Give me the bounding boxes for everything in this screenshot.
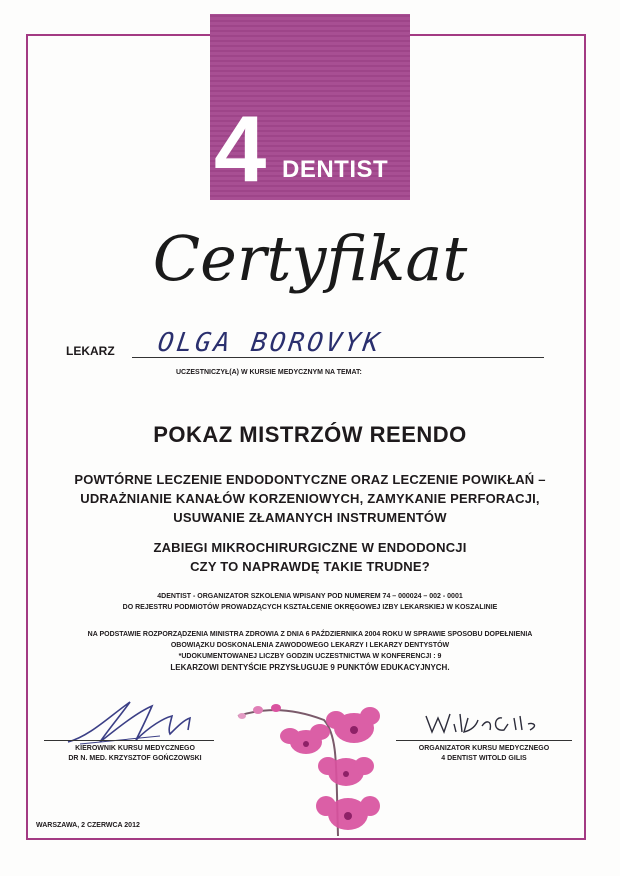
right-signatory-name: 4 DENTIST WITOLD GILIS bbox=[441, 755, 527, 762]
topic-block-2 bbox=[40, 538, 580, 576]
topic-line: USUWANIE ZŁAMANYCH INSTRUMENTÓW bbox=[173, 510, 447, 525]
organizer-info-line: 4DENTIST - ORGANIZATOR SZKOLENIA WPISANY POD NUMEREM 74 – 000024 – 002 - 0001 bbox=[157, 593, 463, 600]
certificate-title: Certyfikat bbox=[152, 222, 468, 295]
logo-name: DENTIST bbox=[282, 156, 389, 183]
left-signatory bbox=[40, 744, 230, 764]
orchid-flower-icon bbox=[228, 696, 398, 846]
regulation-info bbox=[40, 629, 580, 674]
regulation-line: LEKARZOWI DENTYŚCIE PRZYSŁUGUJE 9 PUNKTÓW EDUKACYJNYCH. bbox=[170, 663, 450, 672]
right-signatory bbox=[394, 744, 574, 764]
organizer-info-line: DO REJESTRU PODMIOTÓW PROWADZĄCYCH KSZTAŁCENIE OKRĘGOWEJ IZBY LEKARSKIEJ W KOSZALINIE bbox=[122, 604, 498, 611]
topic-line: POWTÓRNE LECZENIE ENDODONTYCZNE ORAZ LECZENIE POWIKŁAŃ – bbox=[74, 472, 546, 487]
course-title: POKAZ MISTRZÓW REENDO bbox=[153, 422, 467, 447]
recipient-name: OLGA BOROVYK bbox=[155, 328, 384, 358]
place-and-date: WARSZAWA, 2 CZERWCA 2012 bbox=[36, 822, 140, 829]
right-signatory-role: ORGANIZATOR KURSU MEDYCZNEGO bbox=[418, 745, 550, 752]
logo-number: 4 bbox=[214, 96, 265, 201]
participation-text: UCZESTNICZYŁ(A) W KURSIE MEDYCZNYM NA TEMAT: bbox=[176, 369, 362, 376]
regulation-line: NA PODSTAWIE ROZPORZĄDZENIA MINISTRA ZDROWIA Z DNIA 6 PAŹDZIERNIKA 2004 ROKU W SPRAWIE SPOSOBU DOPEŁNIENIA bbox=[87, 631, 533, 638]
left-signatory-name: DR N. MED. KRZYSZTOF GOŃCZOWSKI bbox=[68, 755, 202, 762]
topic-block-1 bbox=[40, 470, 580, 527]
regulation-line: *UDOKUMENTOWANEJ LICZBY GODZIN UCZESTNICTWA W KONFERENCJI : 9 bbox=[178, 653, 442, 660]
recipient-label: LEKARZ bbox=[66, 344, 115, 358]
topic-line: CZY TO NAPRAWDĘ TAKIE TRUDNE? bbox=[190, 559, 430, 574]
topic-line: ZABIEGI MIKROCHIRURGICZNE W ENDODONCJI bbox=[153, 540, 467, 555]
right-signature-icon bbox=[420, 706, 560, 738]
topic-line: UDRAŻNIANIE KANAŁÓW KORZENIOWYCH, ZAMYKANIE PERFORACJI, bbox=[80, 491, 540, 506]
left-signatory-role: KIEROWNIK KURSU MEDYCZNEGO bbox=[75, 745, 195, 752]
organizer-info bbox=[40, 591, 580, 613]
left-signature-line bbox=[44, 740, 214, 741]
right-signature-line bbox=[396, 740, 572, 741]
regulation-line: OBOWIĄZKU DOSKONALENIA ZAWODOWEGO LEKARZY I LEKARZY DENTYSTÓW bbox=[170, 642, 450, 649]
